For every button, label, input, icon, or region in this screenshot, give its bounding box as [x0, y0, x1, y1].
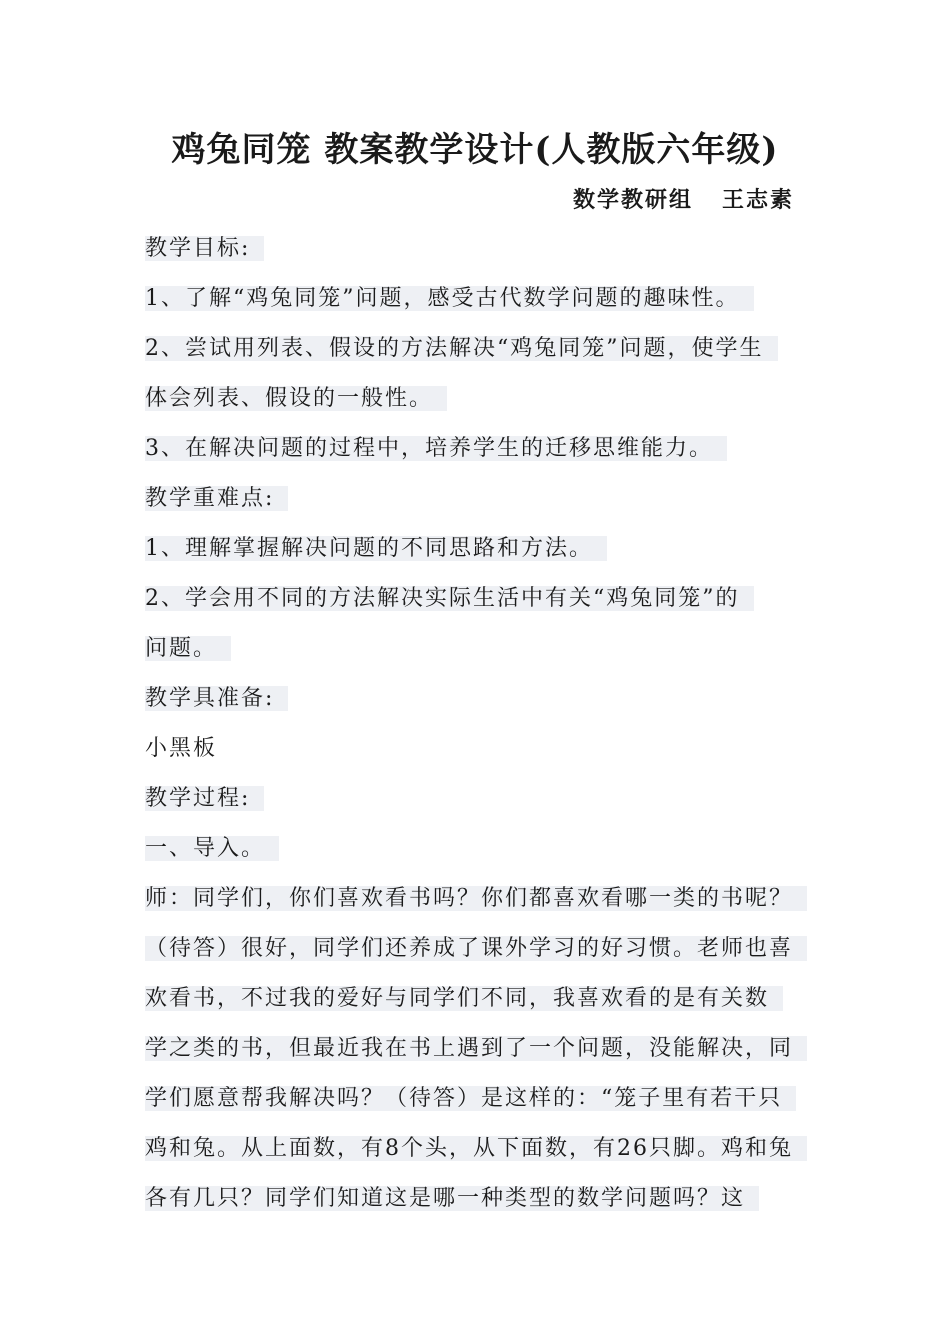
document-title: 鸡兔同笼 教案教学设计(人教版六年级): [171, 130, 779, 170]
process-step-intro: 一、导入。: [145, 834, 279, 864]
objective-2-line-1: 2、尝试用列表、假设的方法解决“鸡兔同笼”问题，使学生: [145, 334, 778, 364]
key-point-2-line-1: 2、学会用不同的方法解决实际生活中有关“鸡兔同笼”的: [145, 584, 754, 614]
body-paragraph-line-6: 鸡和兔。从上面数，有8个头，从下面数，有26只脚。鸡和兔: [145, 1134, 807, 1164]
body-paragraph-line-2: （待答）很好，同学们还养成了课外学习的好习惯。老师也喜: [145, 934, 807, 964]
body-paragraph-line-3: 欢看书，不过我的爱好与同学们不同，我喜欢看的是有关数: [145, 984, 783, 1014]
body-paragraph-line-1: 师：同学们，你们喜欢看书吗？你们都喜欢看哪一类的书呢？: [145, 884, 807, 914]
objective-1: 1、了解“鸡兔同笼”问题，感受古代数学问题的趣味性。: [145, 284, 754, 314]
objective-2-line-2: 体会列表、假设的一般性。: [145, 384, 447, 414]
objective-3: 3、在解决问题的过程中，培养学生的迁移思维能力。: [145, 434, 727, 464]
key-point-2-line-2: 问题。: [145, 634, 231, 664]
section-heading-process: 教学过程:: [145, 784, 264, 814]
body-paragraph-line-5: 学们愿意帮我解决吗？（待答）是这样的：“笼子里有若干只: [145, 1084, 796, 1114]
section-heading-key-points: 教学重难点:: [145, 484, 288, 514]
section-heading-objectives: 教学目标:: [145, 234, 264, 264]
key-point-1: 1、理解掌握解决问题的不同思路和方法。: [145, 534, 607, 564]
body-paragraph-line-7: 各有几只？同学们知道这是哪一种类型的数学问题吗？这: [145, 1184, 759, 1214]
author-line: 数学教研组 王志素: [573, 187, 794, 213]
body-paragraph-line-4: 学之类的书，但最近我在书上遇到了一个问题，没能解决，同: [145, 1034, 807, 1064]
materials-item: 小黑板: [145, 736, 218, 761]
section-heading-materials: 教学具准备:: [145, 684, 288, 714]
